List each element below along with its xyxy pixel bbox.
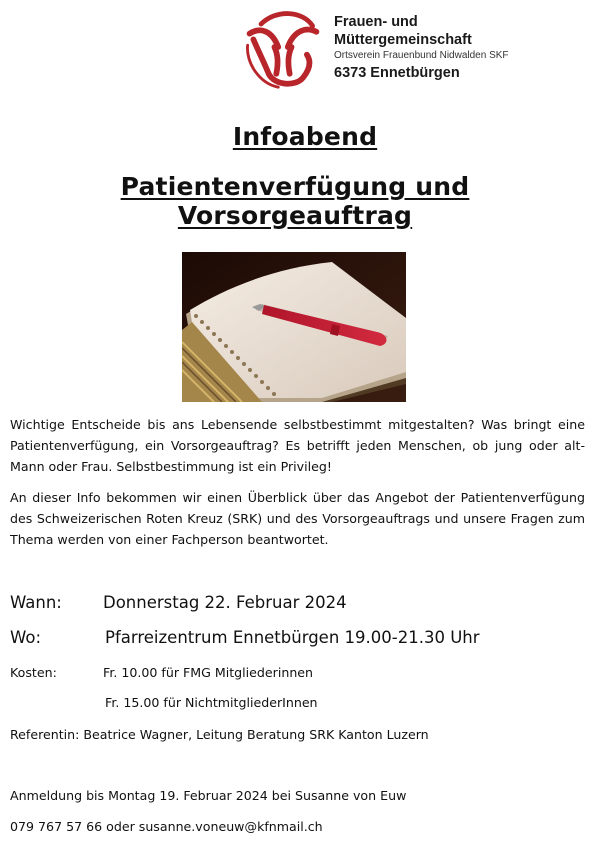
registration-contact: 079 767 57 66 oder susanne.voneuw@kfnmail.ch (10, 819, 323, 834)
organization-logo (240, 4, 530, 92)
date-label: Wann: (10, 593, 62, 612)
notebook-pen-photo (182, 252, 406, 402)
event-type-heading: Infoabend (232, 122, 378, 151)
notebook-with-red-pen-image (182, 252, 406, 402)
location-label: Wo: (10, 628, 42, 647)
cost-nonmembers-value: Fr. 15.00 für NichtmitgliederInnen (105, 695, 318, 710)
speaker-line: Referentin: Beatrice Wagner, Leitung Beratung SRK Kanton Luzern (10, 727, 429, 742)
event-topic-heading: Patientenverfügung und Vorsorgeauftrag (120, 172, 470, 230)
registration-deadline: Anmeldung bis Montag 19. Februar 2024 bei Susanne von Euw (10, 788, 407, 803)
info-paragraph: An dieser Info bekommen wir einen Überblick über das Angebot der Patientenverfügung des Schweizerischen Roten Kreuz (SRK) und des Vorsorgeauftrags und unsere Fragen zum Thema werden von einer Fachperson beantwortet. (10, 490, 585, 547)
organization-name-block (334, 13, 509, 83)
fmg-logo-icon (240, 5, 326, 91)
org-name-line1: Frauen- und (334, 14, 418, 30)
cost-members-value: Fr. 10.00 für FMG Mitgliederinnen (103, 665, 314, 680)
org-location: 6373 Ennetbürgen (334, 65, 460, 81)
org-name-line2: Müttergemeinschaft (334, 32, 472, 48)
org-subtitle: Ortsverein Frauenbund Nidwalden SKF (334, 50, 509, 61)
date-value: Donnerstag 22. Februar 2024 (103, 593, 347, 612)
cost-label: Kosten: (10, 665, 57, 680)
intro-paragraph: Wichtige Entscheide bis ans Lebensende selbstbestimmt mitgestalten? Was bringt eine Patientenverfügung, ein Vorsorgeauftrag? Es betrifft jeden Menschen, ob jung oder alt- Mann oder Frau. Selbstbestimmung ist ein Privileg! (10, 417, 585, 474)
location-value: Pfarreizentrum Ennetbürgen 19.00-21.30 Uhr (105, 628, 480, 647)
